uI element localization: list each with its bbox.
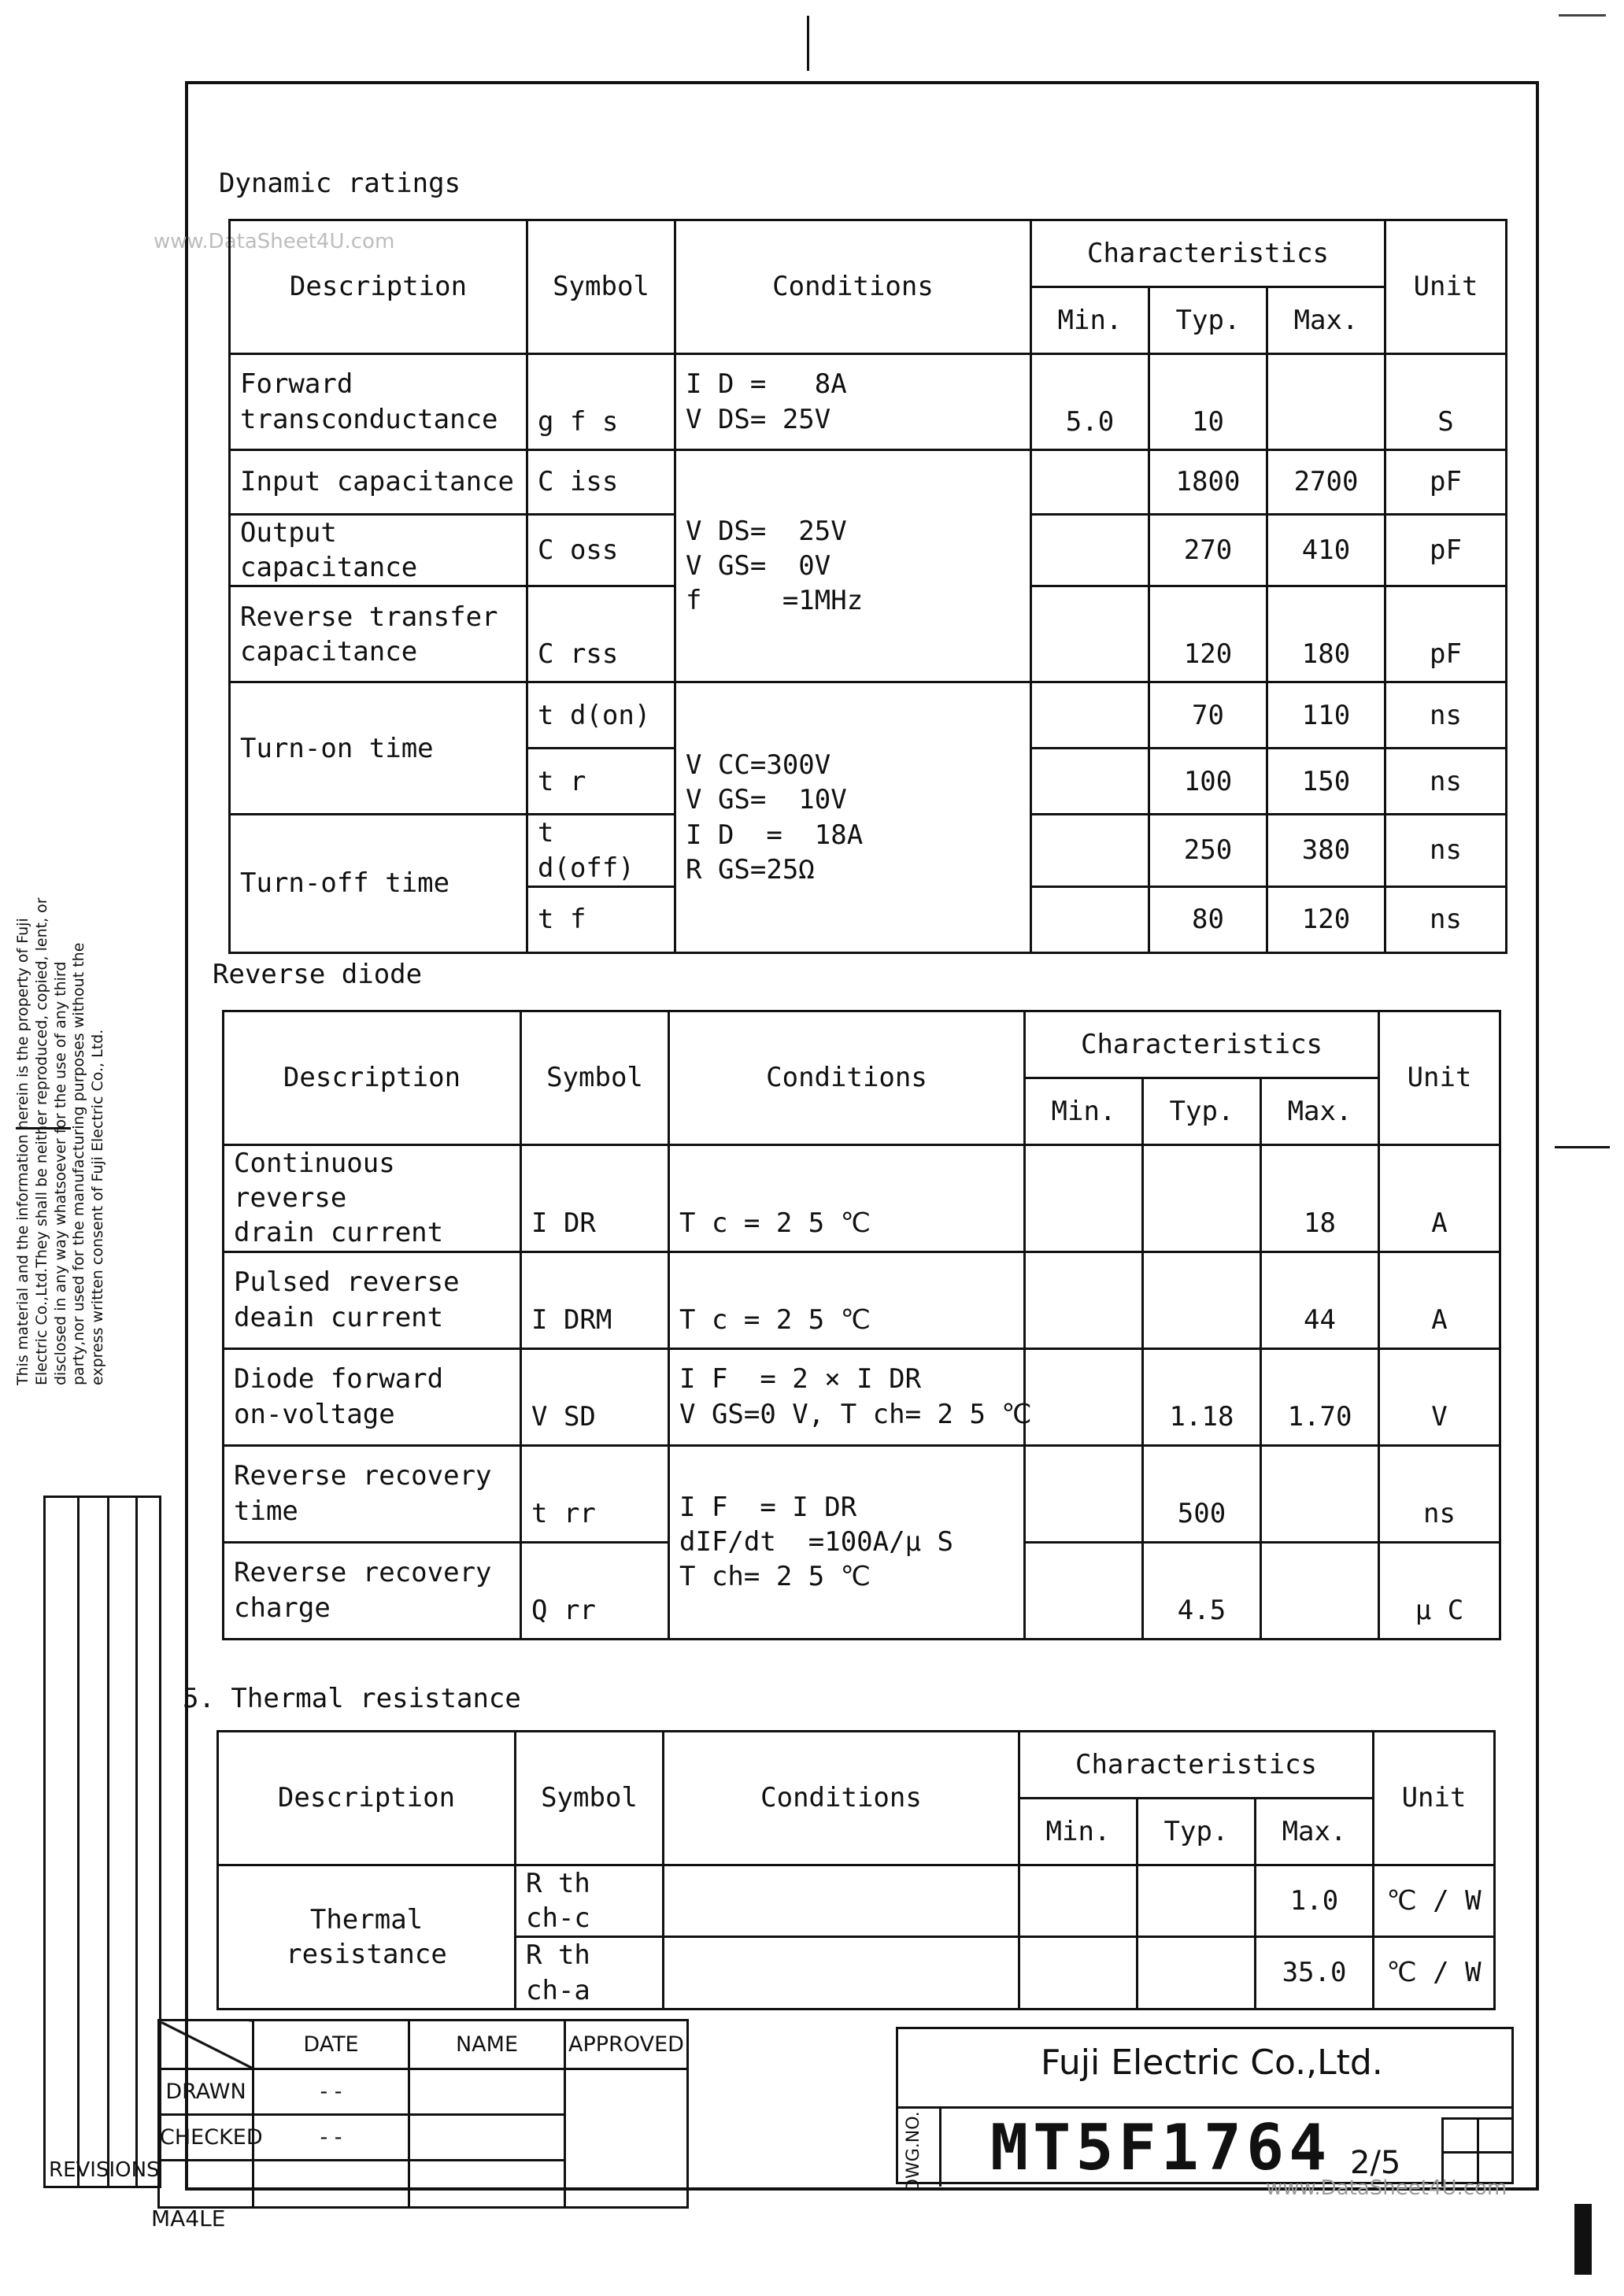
row-unit: ns (1385, 886, 1507, 952)
row-description: Reverse recovery charge (224, 1542, 521, 1639)
row-description: Thermal resistance (218, 1865, 516, 2009)
header-conditions: Conditions (675, 220, 1031, 354)
revisions-name (409, 2161, 565, 2208)
row-max: 35.0 (1256, 1937, 1374, 2009)
row-max: 110 (1267, 682, 1385, 749)
row-symbol: g f s (527, 354, 675, 450)
scan-mark (1574, 2204, 1592, 2275)
row-min (1031, 815, 1149, 886)
row-unit: A (1379, 1145, 1500, 1252)
row-typ: 1.18 (1143, 1348, 1261, 1445)
row-max: 1.70 (1261, 1348, 1379, 1445)
row-min (1025, 1542, 1143, 1639)
table-row (224, 1252, 1500, 1348)
revisions-blank (159, 2161, 253, 2208)
company-name: Fuji Electric Co.,Ltd. (1041, 2043, 1383, 2083)
row-conditions: T c = 2 5 ℃ (669, 1252, 1025, 1348)
right-center-mark (1555, 1146, 1610, 1148)
header-symbol: Symbol (521, 1011, 669, 1145)
revisions-label: REVISIONS (49, 2158, 160, 2182)
header-typ: Typ. (1149, 287, 1267, 354)
header-unit: Unit (1379, 1011, 1500, 1145)
row-max: 1.0 (1256, 1865, 1374, 1937)
thermal-resistance-title: 5. Thermal resistance (183, 1683, 521, 1714)
row-unit: V (1379, 1348, 1500, 1445)
row-unit: A (1379, 1252, 1500, 1348)
revision-column-divider (77, 1498, 80, 2186)
page-number: 2/5 (1350, 2145, 1401, 2181)
row-min: 5.0 (1031, 354, 1149, 450)
row-symbol: C iss (527, 450, 675, 515)
row-conditions: I D = 8A V DS= 25V (675, 354, 1031, 450)
revision-columns (43, 1496, 161, 2188)
row-unit: ns (1385, 815, 1507, 886)
table-row (230, 682, 1507, 749)
dynamic-ratings-title: Dynamic ratings (219, 168, 461, 199)
header-min: Min. (1031, 287, 1149, 354)
header-max: Max. (1261, 1078, 1379, 1145)
row-unit: ns (1379, 1445, 1500, 1542)
table-row (224, 1445, 1500, 1542)
row-description: Forward transconductance (230, 354, 527, 450)
dynamic-ratings-table (228, 219, 1507, 954)
row-max (1261, 1445, 1379, 1542)
header-max: Max. (1256, 1799, 1374, 1865)
row-typ (1138, 1865, 1256, 1937)
row-unit: S (1385, 354, 1507, 450)
row-typ: 500 (1143, 1445, 1261, 1542)
header-characteristics: Characteristics (1031, 220, 1385, 287)
header-min: Min. (1025, 1078, 1143, 1145)
corner-cell (159, 2021, 253, 2069)
row-description: Turn-on time (230, 682, 527, 815)
row-typ: 100 (1149, 749, 1267, 815)
header-min: Min. (1019, 1799, 1138, 1865)
row-symbol: I DR (521, 1145, 669, 1252)
header-characteristics: Characteristics (1025, 1011, 1379, 1078)
row-typ: 1800 (1149, 450, 1267, 515)
row-max: 150 (1267, 749, 1385, 815)
row-description: Reverse recovery time (224, 1445, 521, 1542)
row-typ: 250 (1149, 815, 1267, 886)
row-symbol: C rss (527, 586, 675, 682)
row-min (1025, 1445, 1143, 1542)
date-header: DATE (253, 2021, 409, 2069)
top-center-mark (807, 16, 809, 71)
row-conditions: T c = 2 5 ℃ (669, 1145, 1025, 1252)
row-min (1025, 1348, 1143, 1445)
row-conditions (664, 1865, 1019, 1937)
header-typ: Typ. (1138, 1799, 1256, 1865)
checked-date: - - (253, 2115, 409, 2161)
row-typ: 120 (1149, 586, 1267, 682)
row-unit: ns (1385, 749, 1507, 815)
row-max: 180 (1267, 586, 1385, 682)
header-conditions: Conditions (664, 1732, 1019, 1865)
approved-header: APPROVED (565, 2021, 688, 2069)
row-max: 2700 (1267, 450, 1385, 515)
header-conditions: Conditions (669, 1011, 1025, 1145)
table-row (218, 1865, 1495, 1937)
revisions-date (253, 2161, 409, 2208)
header-unit: Unit (1374, 1732, 1495, 1865)
recovery-conditions: I F = I DR dIF/dt =100A/μ S T ch= 2 5 ℃ (669, 1445, 1025, 1639)
row-min (1031, 886, 1149, 952)
row-symbol: t rr (521, 1445, 669, 1542)
approved-signature (565, 2069, 688, 2208)
checked-label: CHECKED (159, 2115, 253, 2161)
table-row (230, 450, 1507, 515)
row-min (1031, 749, 1149, 815)
row-min (1031, 450, 1149, 515)
row-min (1025, 1252, 1143, 1348)
row-symbol: R th ch-a (516, 1937, 664, 2009)
row-description: Continuous reverse drain current (224, 1145, 521, 1252)
row-min (1031, 682, 1149, 749)
row-typ (1143, 1145, 1261, 1252)
table-row (224, 1348, 1500, 1445)
row-description: Turn-off time (230, 815, 527, 952)
header-characteristics: Characteristics (1019, 1732, 1374, 1799)
row-unit: pF (1385, 450, 1507, 515)
header-description: Description (230, 220, 527, 354)
dwg-label-divider (939, 2106, 941, 2187)
dwg-no-label: DWG.NO. (904, 2111, 923, 2192)
drawn-label: DRAWN (159, 2069, 253, 2115)
row-typ (1138, 1937, 1256, 2009)
header-unit: Unit (1385, 220, 1507, 354)
row-description: Input capacitance (230, 450, 527, 515)
table-row (230, 354, 1507, 450)
approval-table (157, 2019, 689, 2209)
row-typ: 4.5 (1143, 1542, 1261, 1639)
row-symbol: I DRM (521, 1252, 669, 1348)
row-symbol: C oss (527, 515, 675, 586)
row-description: Output capacitance (230, 515, 527, 586)
reverse-diode-table (222, 1010, 1501, 1640)
header-typ: Typ. (1143, 1078, 1261, 1145)
watermark-top: www.DataSheet4U.com (154, 230, 395, 253)
row-typ: 80 (1149, 886, 1267, 952)
row-typ: 70 (1149, 682, 1267, 749)
header-max: Max. (1267, 287, 1385, 354)
row-description: Diode forward on-voltage (224, 1348, 521, 1445)
form-code: MA4LE (151, 2205, 226, 2231)
row-max: 18 (1261, 1145, 1379, 1252)
capacitance-conditions: V DS= 25V V GS= 0V f =1MHz (675, 450, 1031, 682)
row-unit: ℃ / W (1374, 1865, 1495, 1937)
drawn-name (409, 2069, 565, 2115)
row-max: 44 (1261, 1252, 1379, 1348)
row-symbol: R th ch-c (516, 1865, 664, 1937)
row-typ: 10 (1149, 354, 1267, 450)
revision-column-divider (135, 1498, 138, 2186)
reverse-diode-title: Reverse diode (213, 959, 423, 990)
row-unit: ℃ / W (1374, 1937, 1495, 2009)
row-description: Pulsed reverse deain current (224, 1252, 521, 1348)
thermal-resistance-table (216, 1730, 1496, 2010)
checked-name (409, 2115, 565, 2161)
row-min (1031, 515, 1149, 586)
row-unit: pF (1385, 586, 1507, 682)
row-max: 410 (1267, 515, 1385, 586)
row-symbol: t d(on) (527, 682, 675, 749)
header-description: Description (218, 1732, 516, 1865)
header-description: Description (224, 1011, 521, 1145)
row-conditions (664, 1937, 1019, 2009)
revision-column-divider (107, 1498, 109, 2186)
confidentiality-note: This material and the information herein is the property of Fuji Electric Co.,Ltd.They shall be neither reproduced, copied, lent, or disclosed in any way whatsoever for the use of any third party,nor used for the manufacturing purposes without the express written consent of Fuji Electric Co., Ltd. (14, 897, 106, 1385)
company-divider (898, 2106, 1511, 2109)
row-symbol: Q rr (521, 1542, 669, 1639)
row-max: 380 (1267, 815, 1385, 886)
row-description: Reverse transfer capacitance (230, 586, 527, 682)
row-unit: ns (1385, 682, 1507, 749)
row-symbol: t f (527, 886, 675, 952)
row-typ: 270 (1149, 515, 1267, 586)
row-unit: pF (1385, 515, 1507, 586)
row-min (1019, 1865, 1138, 1937)
row-conditions: I F = 2 × I DR V GS=0 V, T ch= 2 5 ℃ (669, 1348, 1025, 1445)
drawn-date: - - (253, 2069, 409, 2115)
row-max (1261, 1542, 1379, 1639)
row-symbol: t d(off) (527, 815, 675, 886)
scan-mark-top (1559, 14, 1606, 17)
row-unit: μ C (1379, 1542, 1500, 1639)
header-symbol: Symbol (516, 1732, 664, 1865)
table-row (224, 1145, 1500, 1252)
row-max: 120 (1267, 886, 1385, 952)
name-header: NAME (409, 2021, 565, 2069)
switching-conditions: V CC=300V V GS= 10V I D = 18A R GS=25Ω (675, 682, 1031, 952)
watermark-bottom: www.DataSheet4U.com (1266, 2176, 1507, 2200)
row-max (1267, 354, 1385, 450)
header-symbol: Symbol (527, 220, 675, 354)
row-typ (1143, 1252, 1261, 1348)
row-min (1031, 586, 1149, 682)
row-symbol: t r (527, 749, 675, 815)
row-symbol: V SD (521, 1348, 669, 1445)
row-min (1025, 1145, 1143, 1252)
drawing-number: MT5F1764 (990, 2111, 1332, 2184)
row-min (1019, 1937, 1138, 2009)
